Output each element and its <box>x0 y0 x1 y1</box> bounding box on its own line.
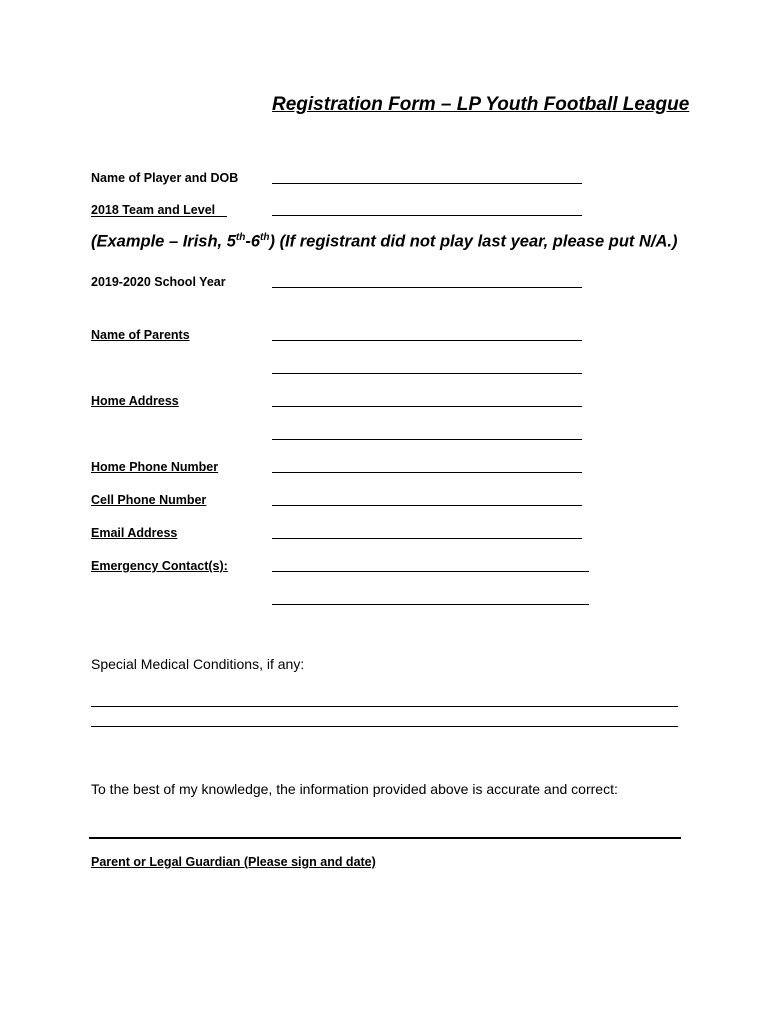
team-level-example: (Example – Irish, 5th-6th) (If registrant did not play last year, please put N/A.) <box>91 232 678 251</box>
medical-conditions-line-2[interactable] <box>91 726 678 727</box>
signature-line[interactable] <box>89 837 681 839</box>
parents-line-2[interactable] <box>272 373 582 374</box>
cell-phone-label: Cell Phone Number <box>91 493 207 507</box>
home-address-line-1[interactable] <box>272 406 582 407</box>
emergency-contact-label: Emergency Contact(s): <box>91 559 228 573</box>
player-name-dob-line[interactable] <box>272 183 582 184</box>
form-title: Registration Form – LP Youth Football League <box>272 94 690 115</box>
parents-line-1[interactable] <box>272 340 582 341</box>
school-year-line[interactable] <box>272 287 582 288</box>
team-level-underline <box>91 216 227 217</box>
email-label: Email Address <box>91 526 178 540</box>
signature-label: Parent or Legal Guardian (Please sign and date) <box>91 855 376 869</box>
home-address-line-2[interactable] <box>272 439 582 440</box>
team-level-line[interactable] <box>272 215 582 216</box>
parents-label: Name of Parents <box>91 328 190 342</box>
attestation-text: To the best of my knowledge, the information provided above is accurate and correct: <box>91 781 618 797</box>
medical-conditions-line-1[interactable] <box>91 706 678 707</box>
medical-conditions-label: Special Medical Conditions, if any: <box>91 656 305 672</box>
emergency-contact-line-2[interactable] <box>272 604 589 605</box>
team-level-label: 2018 Team and Level <box>91 203 216 217</box>
player-name-dob-label: Name of Player and DOB <box>91 171 239 185</box>
cell-phone-line[interactable] <box>272 505 582 506</box>
home-phone-label: Home Phone Number <box>91 460 219 474</box>
school-year-label: 2019-2020 School Year <box>91 275 226 289</box>
home-phone-line[interactable] <box>272 472 582 473</box>
emergency-contact-line-1[interactable] <box>272 571 589 572</box>
email-line[interactable] <box>272 538 582 539</box>
home-address-label: Home Address <box>91 394 179 408</box>
